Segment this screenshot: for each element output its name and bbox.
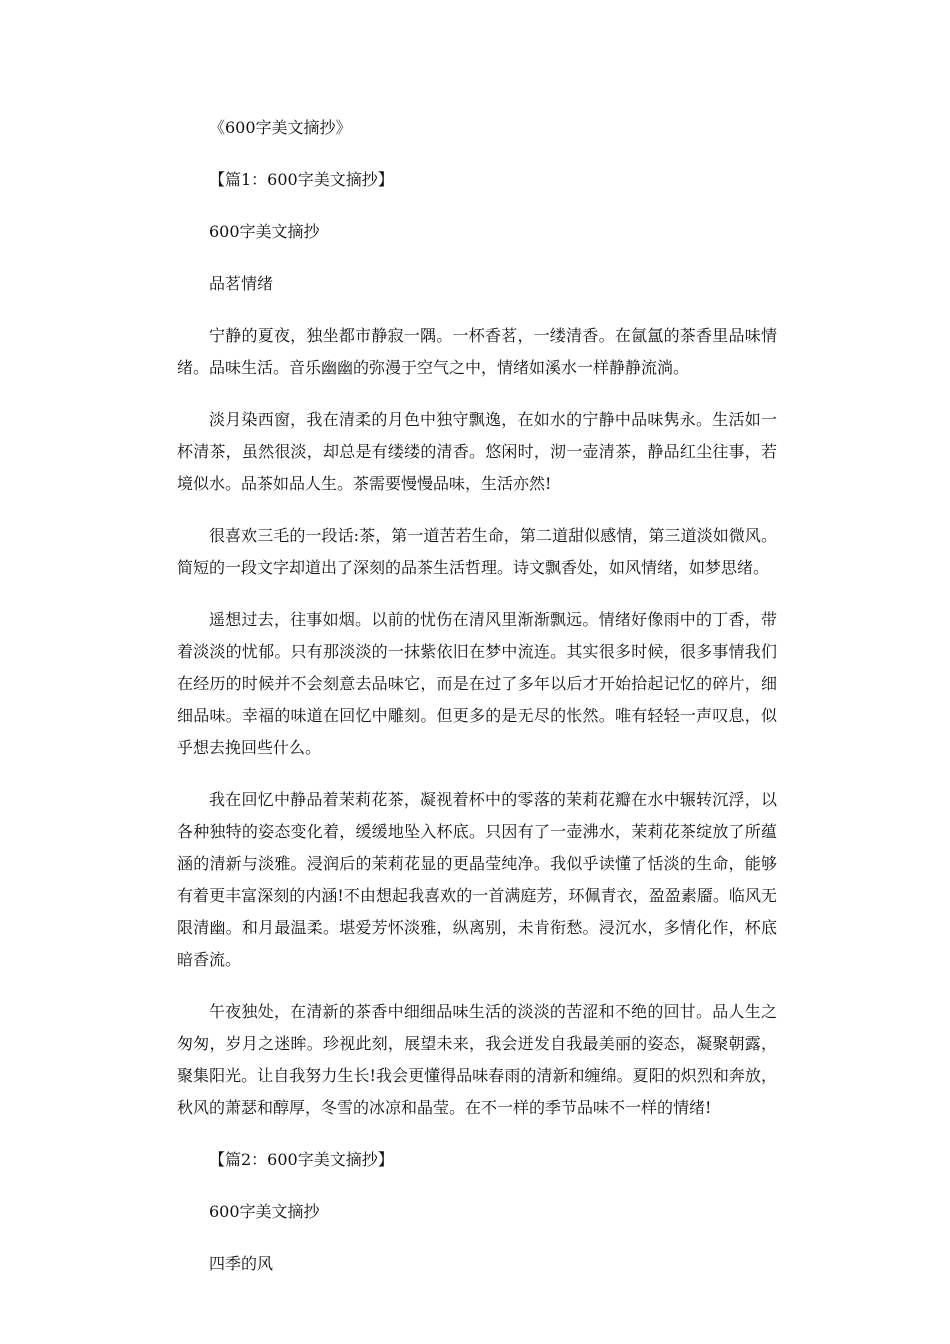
paragraph: 午夜独处，在清新的茶香中细细品味生活的淡淡的苦涩和不绝的回甘。品人生之匆匆，岁月之迷眸。珍视此刻，展望未来，我会迸发自我最美丽的姿态，凝聚朝露，聚集阳光。让自我努力生长!我会更懂得品味春雨的清新和缠绵。夏阳的炽烈和奔放，秋风的萧瑟和醇厚，冬雪的冰凉和晶莹。在不一样的季节品味不一样的情绪! (177, 1002, 777, 1117)
paragraph: 淡月染西窗，我在清柔的月色中独守飘逸，在如水的宁静中品味隽永。生活如一杯清茶，虽然很淡，却总是有缕缕的清香。悠闲时，沏一壶清茶，静品红尘往事，若境似水。品茶如品人生。茶需要慢慢品味，生活亦然! (177, 410, 777, 493)
spacer (177, 1124, 777, 1144)
spacer (177, 584, 777, 604)
paragraph: 很喜欢三毛的一段话:茶，第一道苦若生命，第二道甜似感情，第三道淡如微风。简短的一段文字却道出了深刻的品茶生活哲理。诗文飘香处，如风情绪，如梦思绪。 (177, 526, 777, 577)
spacer (177, 1176, 777, 1196)
spacer (177, 248, 777, 268)
spacer (177, 500, 777, 520)
document-content (177, 112, 777, 1280)
spacer (177, 976, 777, 996)
section-2-header: 【篇2：600字美文摘抄】 (209, 1150, 394, 1169)
section-1-header: 【篇1：600字美文摘抄】 (209, 170, 394, 189)
spacer (177, 764, 777, 784)
section-1-subtitle: 600字美文摘抄 (209, 222, 320, 241)
paragraph: 我在回忆中静品着茉莉花茶，凝视着杯中的零落的茉莉花瓣在水中辗转沉浮，以各种独特的姿态变化着，缓缓地坠入杯底。只因有了一壶沸水，茉莉花茶绽放了所蕴涵的清新与淡雅。浸润后的茉莉花显的更晶莹纯净。我似乎读懂了恬淡的生命，能够有着更丰富深刻的内涵!不由想起我喜欢的一首满庭芳，环佩青衣，盈盈素靥。临风无限清幽。和月最温柔。堪爱芳怀淡雅，纵离别，未肯衔愁。浸沉水，多情化作，杯底暗香流。 (177, 790, 777, 969)
document-title: 《600字美文摘抄》 (209, 118, 352, 137)
section-2-essay-title: 四季的风 (209, 1254, 274, 1273)
paragraph: 遥想过去，往事如烟。以前的忧伤在清风里渐渐飘远。情绪好像雨中的丁香，带着淡淡的忧郁。只有那淡淡的一抹紫依旧在梦中流连。其实很多时候，很多事情我们在经历的时候并不会刻意去品味它，而是在过了多年以后才开始拾起记忆的碎片，细细品味。幸福的味道在回忆中雕刻。但更多的是无尽的怅然。唯有轻轻一声叹息，似乎想去挽回些什么。 (177, 610, 777, 757)
spacer (177, 1228, 777, 1248)
spacer (177, 300, 777, 320)
paragraph: 宁静的夏夜，独坐都市静寂一隅。一杯香茗，一缕清香。在氤氲的茶香里品味情绪。品味生活。音乐幽幽的弥漫于空气之中，情绪如溪水一样静静流淌。 (177, 326, 777, 377)
spacer (177, 196, 777, 216)
section-2-subtitle: 600字美文摘抄 (209, 1202, 320, 1221)
spacer (177, 144, 777, 164)
spacer (177, 384, 777, 404)
section-1-essay-title: 品茗情绪 (209, 274, 274, 293)
